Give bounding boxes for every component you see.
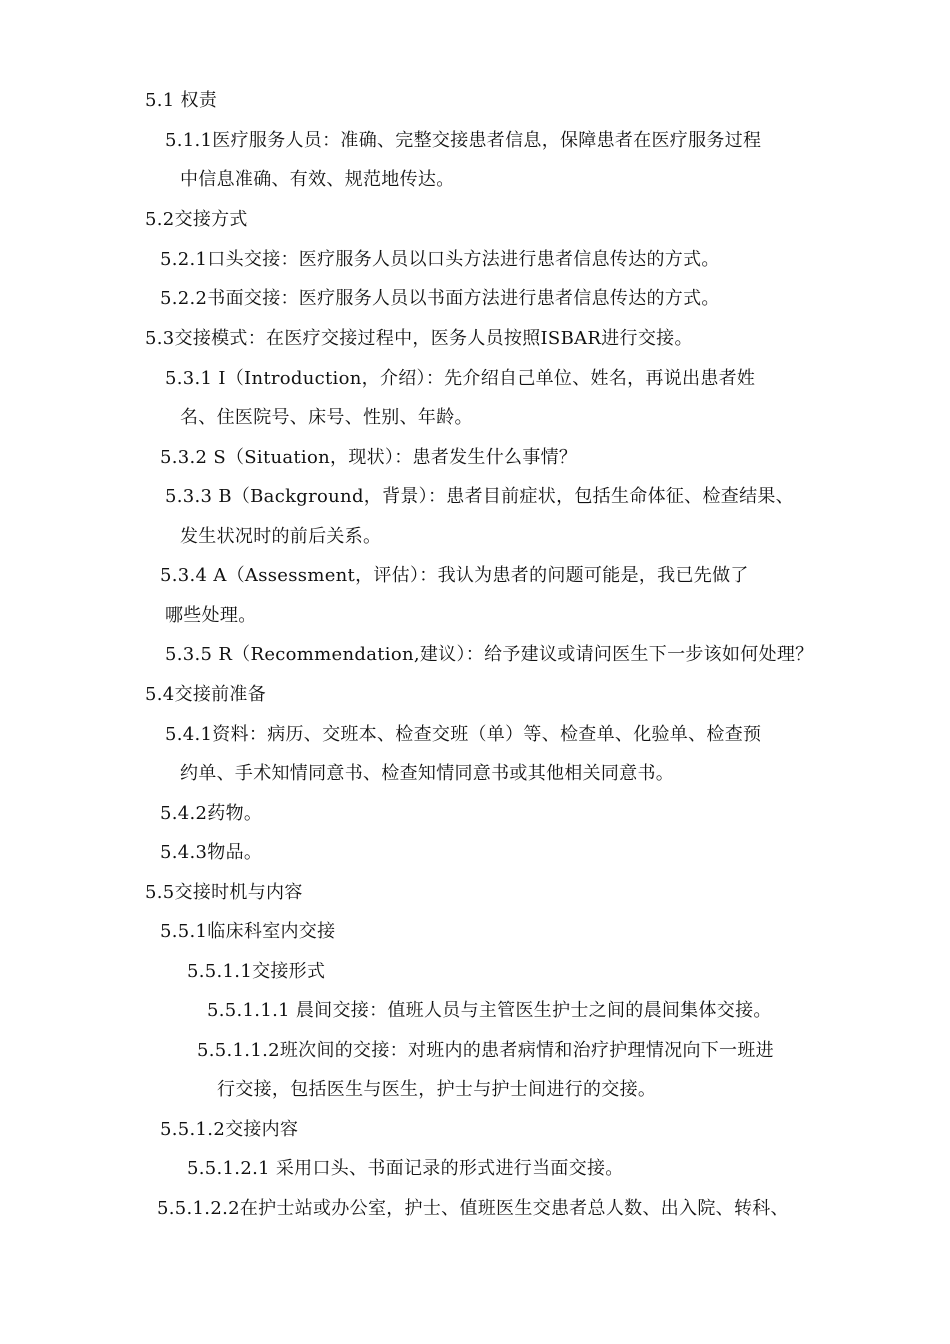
para-5-4-1-line-1: 5.4.1资料：病历、交班本、检查交班（单）等、检查单、化验单、检查预 (165, 724, 762, 745)
para-5-4-3: 5.4.3物品。 (160, 842, 263, 863)
para-5-3-3-line-1: 5.3.3 B（Background，背景）：患者目前症状，包括生命体征、检查结果、 (165, 486, 794, 507)
para-5-1-1-line-1: 5.1.1医疗服务人员：准确、完整交接患者信息，保障患者在医疗服务过程 (165, 130, 762, 151)
para-5-3-2: 5.3.2 S（Situation，现状）：患者发生什么事情？ (160, 447, 578, 468)
heading-5-5-1-1: 5.5.1.1交接形式 (187, 961, 326, 982)
para-5-3-3-line-2: 发生状况时的前后关系。 (180, 526, 382, 547)
heading-5-4: 5.4交接前准备 (145, 684, 267, 705)
para-5-5-1-1-2-line-2: 行交接，包括医生与医生，护士与护士间进行的交接。 (217, 1079, 657, 1100)
para-5-2-2: 5.2.2书面交接：医疗服务人员以书面方法进行患者信息传达的方式。 (160, 288, 720, 309)
para-5-5-1-1-2-line-1: 5.5.1.1.2班次间的交接：对班内的患者病情和治疗护理情况向下一班进 (197, 1040, 774, 1061)
para-5-3-1-line-2: 名、住医院号、床号、性别、年龄。 (180, 407, 473, 428)
para-5-4-1-line-2: 约单、手术知情同意书、检查知情同意书或其他相关同意书。 (180, 763, 675, 784)
para-5-5-1-2-2: 5.5.1.2.2在护士站或办公室，护士、值班医生交患者总人数、出入院、转科、 (157, 1198, 789, 1219)
para-5-3-4-line-1: 5.3.4 A（Assessment，评估）：我认为患者的问题可能是，我已先做了 (160, 565, 749, 586)
para-5-3-1-line-1: 5.3.1 I（Introduction，介绍）：先介绍自己单位、姓名，再说出患者姓 (165, 368, 756, 389)
heading-5-1: 5.1 权责 (145, 90, 218, 111)
para-5-1-1-line-2: 中信息准确、有效、规范地传达。 (180, 169, 455, 190)
para-5-3-4-line-2: 哪些处理。 (165, 605, 257, 626)
heading-5-5-1: 5.5.1临床科室内交接 (160, 921, 336, 942)
heading-5-5-1-2: 5.5.1.2交接内容 (160, 1119, 299, 1140)
para-5-5-1-1-1: 5.5.1.1.1 晨间交接：值班人员与主管医生护士之间的晨间集体交接。 (207, 1000, 772, 1021)
heading-5-2: 5.2交接方式 (145, 209, 248, 230)
para-5-5-1-2-1: 5.5.1.2.1 采用口头、书面记录的形式进行当面交接。 (187, 1158, 624, 1179)
heading-5-3: 5.3交接模式：在医疗交接过程中，医务人员按照ISBAR进行交接。 (145, 328, 693, 349)
para-5-3-5: 5.3.5 R（Recommendation,建议）：给予建议或请问医生下一步该如何处理？ (165, 644, 814, 665)
para-5-2-1: 5.2.1口头交接：医疗服务人员以口头方法进行患者信息传达的方式。 (160, 249, 720, 270)
para-5-4-2: 5.4.2药物。 (160, 803, 263, 824)
heading-5-5: 5.5交接时机与内容 (145, 882, 303, 903)
